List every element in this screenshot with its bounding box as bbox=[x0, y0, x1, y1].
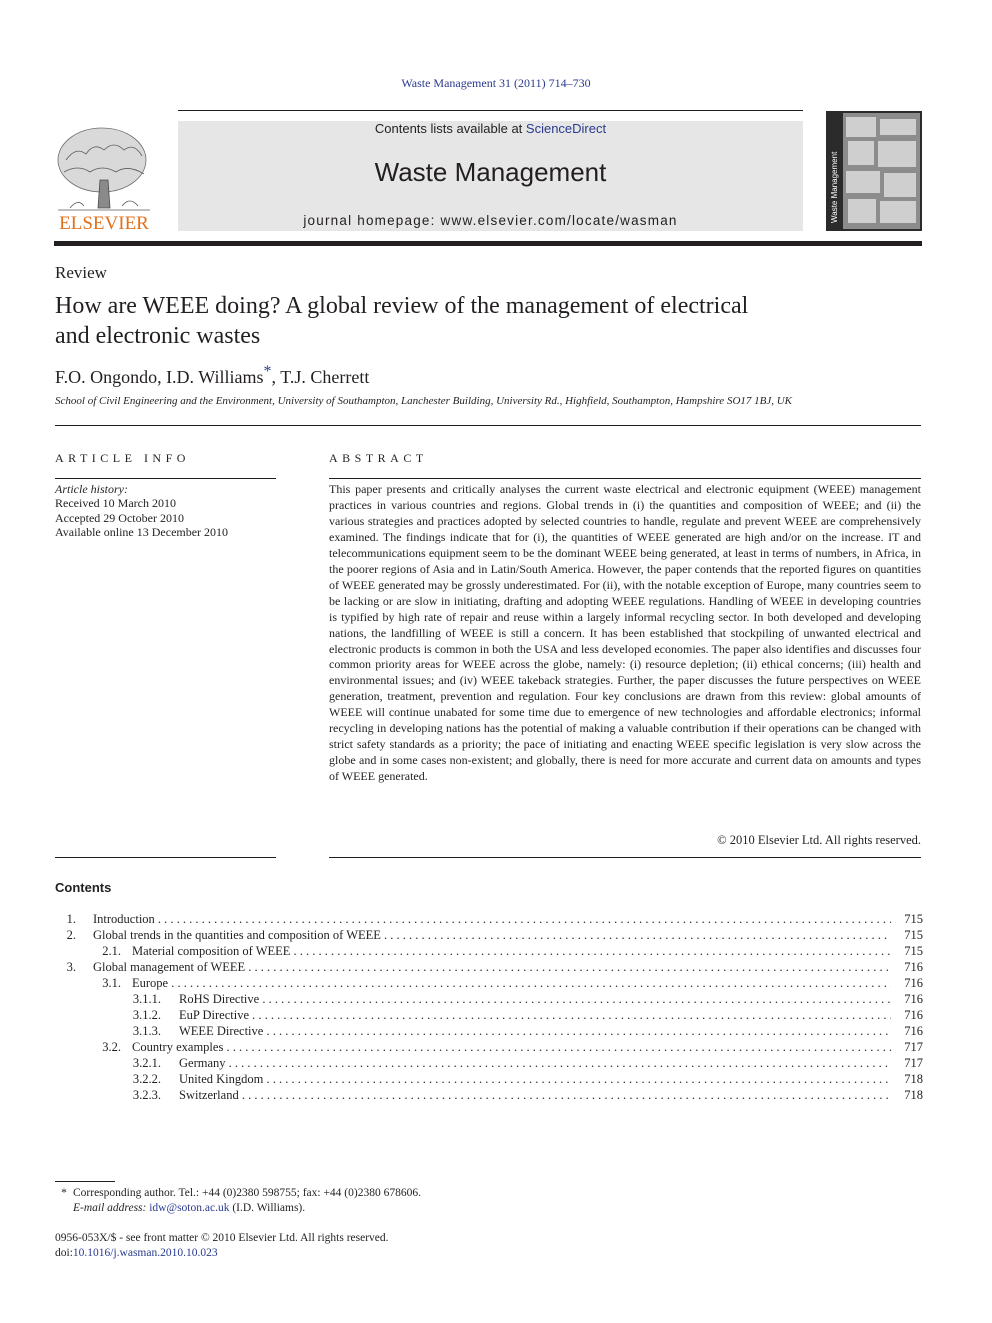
toc-entry-page: 716 bbox=[891, 959, 923, 975]
toc-entry[interactable] bbox=[55, 943, 923, 959]
toc-entry-number: 3. bbox=[66, 960, 76, 974]
toc-entry-number: 3.2.1. bbox=[132, 1056, 161, 1070]
toc-entry-title[interactable]: Global trends in the quantities and composition of WEEE . . . bbox=[93, 927, 891, 943]
toc-entry-number: 3.2.2. bbox=[132, 1072, 161, 1086]
article-history: Article history: Received 10 March 2010 Accepted 29 October 2010 Available online 13 December 2010 bbox=[55, 482, 229, 539]
toc-entry[interactable] bbox=[55, 1007, 923, 1023]
toc-entry-title[interactable]: WEEE Directive . . . bbox=[179, 1023, 891, 1039]
toc-entry-number: 1. bbox=[66, 912, 76, 926]
journal-title: Waste Management bbox=[374, 157, 607, 187]
toc-entry-title[interactable]: Germany . . . bbox=[179, 1055, 891, 1071]
contents-heading: Contents bbox=[55, 880, 112, 895]
header-thick-rule bbox=[54, 241, 922, 246]
elsevier-tree-icon bbox=[52, 120, 156, 232]
toc-entry[interactable] bbox=[55, 1071, 923, 1087]
cover-title: Waste Management bbox=[830, 151, 839, 223]
toc-entry[interactable] bbox=[55, 911, 923, 927]
affiliation-rule bbox=[55, 425, 921, 426]
toc-entry-page: 717 bbox=[891, 1055, 923, 1071]
abstract-text: This paper presents and critically analyses the current waste electrical and electronic equipment (WEEE) management practices in various countries and regions. Global trends in (i) the quantities and composition of WEEE; and (ii) the various strategies and practices adopted by selected countries to handle, regulate and prevent WEEE are comprehensively examined. The findings indicate that for (i), the quantities of WEEE generated are high and/or on the increase. IT and telecommunications equipment seem to be the dominant WEEE being generated, at least in terms of numbers, in Africa, in the poorer regions of Asia and in Latin/South America. However, the paper contends that the reported figures on quantities of WEEE generated may be grossly underestimated. For (ii), with the notable exception of Europe, many countries seem to be lacking or are slow in initiating, drafting and adopting WEEE regulations. Handling of WEEE in developing countries is typified by high rate of repair and reuse within a largely informal recycling sector. In both developed and developing nations, the landfilling of WEEE is still a concern. It has been established that stockpiling of unwanted electrical and electronic products is common in both the USA and less developed economies. The paper also identifies and discusses four common priority areas for WEEE across the globe, namely: (i) resource depletion; (ii) ethical concerns; (iii) health and environmental issues; and (iv) WEEE takeback strategies. Further, the paper discusses the future perspectives on WEEE generation, treatment, prevention and regulation. Four key conclusions are drawn from this review: global amounts of WEEE will continue unabated for some time due to emergence of new technologies and affordable electronics; informal recycling in developing nations has the potential of making a valuable contribution if their operations can be changed with strict safety standards as a priority; the pace of initiating and enacting WEEE specific legislation is very slow across the globe and in some cases non-existent; and globally, there is need for more accurate and current data on amounts and types of WEEE generated. bbox=[329, 482, 921, 784]
toc-entry-number: 2. bbox=[66, 928, 76, 942]
toc-entry-title[interactable]: Introduction . . . bbox=[93, 911, 891, 927]
toc-entry-title[interactable]: Material composition of WEEE . . . bbox=[132, 943, 891, 959]
toc-entry-number: 3.1. bbox=[102, 976, 121, 990]
toc-entry-title[interactable]: EuP Directive . . . bbox=[179, 1007, 891, 1023]
doi-link[interactable]: 10.1016/j.wasman.2010.10.023 bbox=[72, 1246, 218, 1259]
toc-entry-number: 3.1.1. bbox=[132, 992, 161, 1006]
toc-entry[interactable] bbox=[55, 1039, 923, 1055]
front-matter-info: 0956-053X/$ - see front matter © 2010 Elsevier Ltd. All rights reserved. doi:10.1016/j.wasman.2010.10.023 bbox=[55, 1232, 389, 1259]
elsevier-logo bbox=[52, 120, 156, 232]
toc-entry-title[interactable]: RoHS Directive . . . bbox=[179, 991, 891, 1007]
author-affiliation: School of Civil Engineering and the Environment, University of Southampton, Lanchester Building, University Rd., Highfield, Southampton, Hampshire SO17 1BJ, UK bbox=[55, 395, 793, 407]
toc-entry-title[interactable]: United Kingdom . . . bbox=[179, 1071, 891, 1087]
toc-entry-page: 718 bbox=[891, 1071, 923, 1087]
abstract-bottom-rule bbox=[329, 857, 921, 858]
toc-entry-title[interactable]: Country examples . . . bbox=[132, 1039, 891, 1055]
corresponding-author-marker[interactable]: * bbox=[263, 363, 272, 380]
toc-entry-number: 3.1.3. bbox=[132, 1024, 161, 1038]
toc-entry[interactable] bbox=[55, 1023, 923, 1039]
table-of-contents bbox=[55, 911, 923, 1103]
journal-cover-image bbox=[826, 111, 922, 231]
toc-entry-page: 715 bbox=[891, 943, 923, 959]
article-type: Review bbox=[55, 263, 107, 282]
toc-entry-number: 3.2. bbox=[102, 1040, 121, 1054]
toc-entry-title[interactable]: Europe . . . bbox=[132, 975, 891, 991]
toc-entry[interactable] bbox=[55, 959, 923, 975]
toc-entry[interactable] bbox=[55, 991, 923, 1007]
toc-entry-page: 716 bbox=[891, 975, 923, 991]
toc-entry-title[interactable]: Switzerland . . . bbox=[179, 1087, 891, 1103]
toc-entry-page: 716 bbox=[891, 1007, 923, 1023]
article-info-bottom-rule bbox=[55, 857, 276, 858]
toc-entry-number: 3.2.3. bbox=[132, 1088, 161, 1102]
footnote-rule bbox=[55, 1181, 115, 1182]
toc-entry[interactable] bbox=[55, 927, 923, 943]
toc-entry[interactable] bbox=[55, 1087, 923, 1103]
toc-entry-page: 716 bbox=[891, 1023, 923, 1039]
toc-entry[interactable] bbox=[55, 975, 923, 991]
sciencedirect-link[interactable]: ScienceDirect bbox=[525, 121, 607, 136]
toc-entry-page: 715 bbox=[891, 911, 923, 927]
abstract-heading: ABSTRACT bbox=[329, 451, 428, 465]
journal-citation[interactable]: Waste Management 31 (2011) 714–730 bbox=[401, 76, 591, 90]
toc-entry-page: 715 bbox=[891, 927, 923, 943]
article-title: How are WEEE doing? A global review of the management of electrical and electronic wastes bbox=[55, 293, 749, 349]
contents-availability: Contents lists available at ScienceDirect bbox=[374, 121, 607, 136]
footnote: * Corresponding author. Tel.: +44 (0)2380 598755; fax: +44 (0)2380 678606. E-mail address: idw@soton.ac.uk (I.D. Williams). bbox=[61, 1187, 421, 1214]
toc-entry-page: 718 bbox=[891, 1087, 923, 1103]
toc-entry[interactable] bbox=[55, 1055, 923, 1071]
author-email-link[interactable]: idw@soton.ac.uk bbox=[149, 1202, 230, 1214]
abstract-rule bbox=[329, 478, 921, 479]
journal-masthead bbox=[178, 121, 803, 231]
toc-entry-title[interactable]: Global management of WEEE . . . bbox=[93, 959, 891, 975]
toc-entry-page: 716 bbox=[891, 991, 923, 1007]
toc-entry-number: 2.1. bbox=[102, 944, 121, 958]
header-rule bbox=[178, 110, 803, 111]
article-info-heading: ARTICLE INFO bbox=[55, 451, 190, 465]
copyright-notice: © 2010 Elsevier Ltd. All rights reserved. bbox=[717, 833, 921, 847]
journal-homepage[interactable]: journal homepage: www.elsevier.com/locate/wasman bbox=[303, 213, 678, 228]
toc-entry-number: 3.1.2. bbox=[132, 1008, 161, 1022]
author-list: F.O. Ongondo, I.D. Williams*, T.J. Cherrett bbox=[55, 363, 370, 387]
toc-entry-page: 717 bbox=[891, 1039, 923, 1055]
elsevier-wordmark: ELSEVIER bbox=[59, 213, 149, 232]
article-info-rule bbox=[55, 478, 276, 479]
